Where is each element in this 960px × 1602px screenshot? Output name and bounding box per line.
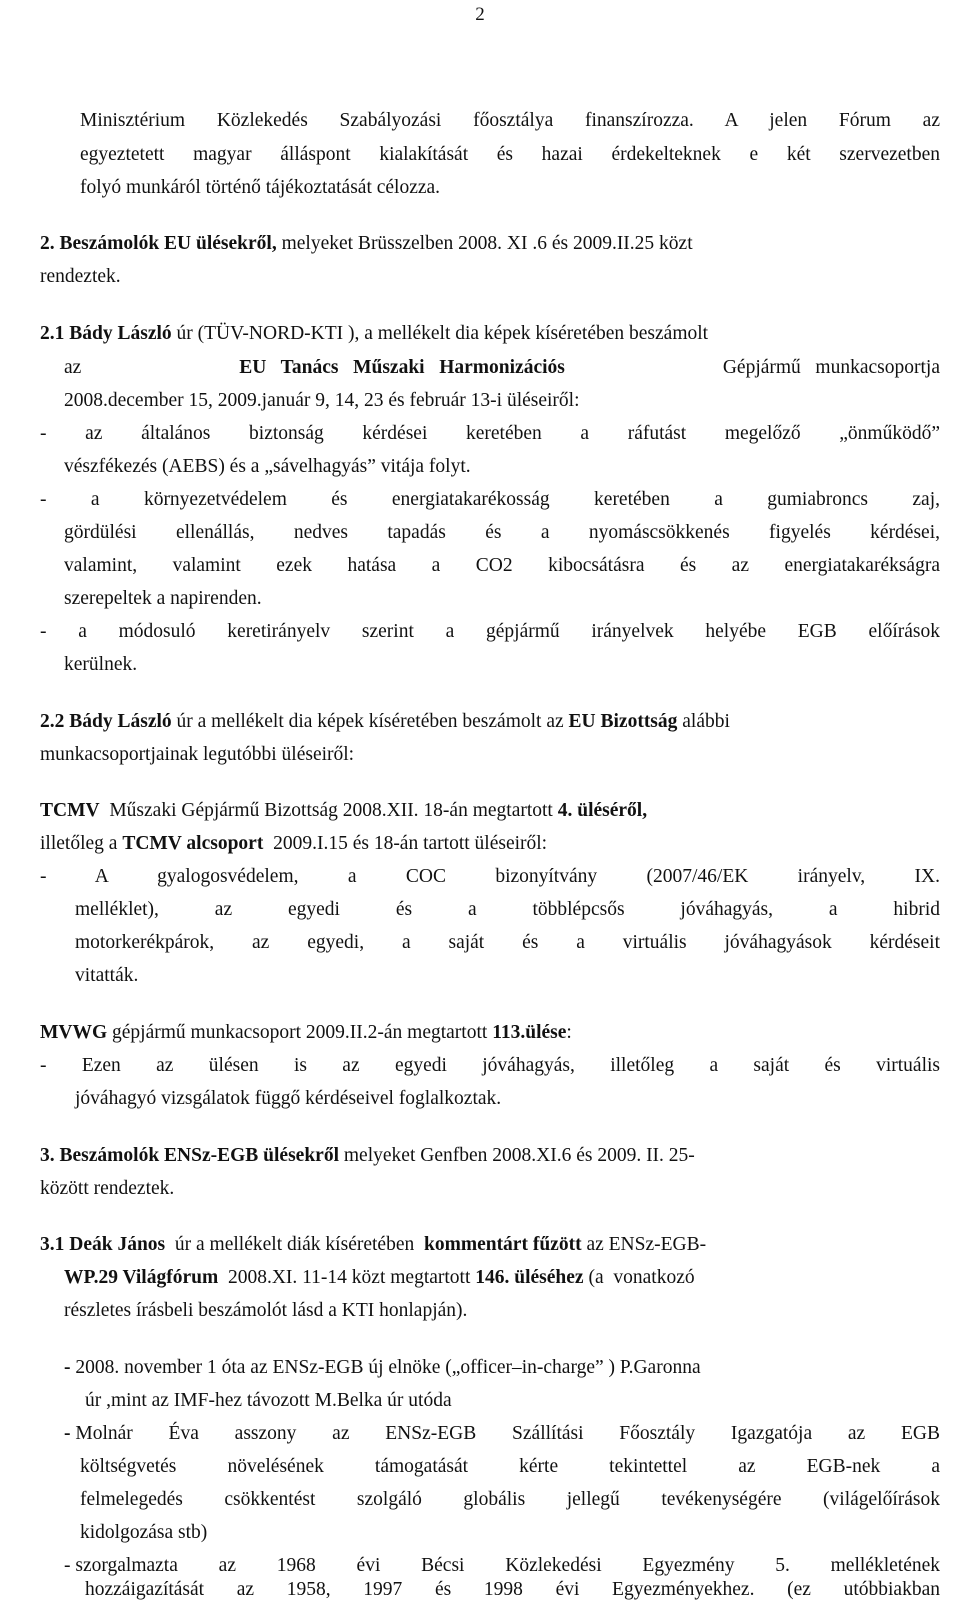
section-3-1-text-2: az ENSz-EGB- [581, 1234, 707, 1255]
tcmv-line-2 [40, 832, 547, 856]
section-2-1-az: az [64, 357, 82, 378]
section-2-heading [40, 232, 693, 256]
tcmv-bullet-line-3: motorkerékpárok, az egyedi, a saját és a virtuális jóváhagyások kérdéseit [75, 932, 940, 953]
tcmv-line-1 [40, 799, 647, 823]
section-3-1-line-2 [64, 1266, 695, 1290]
section-3-1-line-3: részletes írásbeli beszámolót lásd a KTI honlapján). [64, 1300, 468, 1321]
item-1-line-2: úr ,mint az IMF-hez távozott M.Belka úr utóda [85, 1390, 452, 1411]
section-2-1-council: EU Tanács Műszaki Harmonizációs [239, 357, 565, 378]
mvwg-bullet-line-1: - Ezen az ülésen is az egyedi jóváhagyás, illetőleg a saját és virtuális [40, 1055, 940, 1076]
item-1-line-1 [64, 1356, 701, 1380]
section-3-1-text-3: 2008.XI. 11-14 közt megtartott [218, 1267, 476, 1288]
mvwg-line-1 [40, 1021, 572, 1045]
item-1-dash: - [64, 1357, 76, 1378]
section-2-2-text: úr a mellékelt dia képek kíséretében beszámolt az [171, 711, 569, 732]
item-1-text: 2008. november 1 óta az ENSz-EGB új elnöke („officer–in-charge” ) P.Garonna [75, 1357, 701, 1378]
section-3-1-line-1 [40, 1233, 706, 1257]
item-3-line-2: hozzáigazítását az 1958, 1997 és 1998 évi Egyezményekhez. (ez utóbbiakban [85, 1579, 940, 1600]
section-2-1-line-1 [40, 322, 708, 346]
section-2-1-workgroup: Gépjármű munkacsoportja [722, 357, 940, 378]
bullet-directive-line-1: - a módosuló keretirányelv szerint a gépjármű irányelvek helyébe EGB előírások [40, 621, 940, 642]
tcmv-bullet-line-1: - A gyalogosvédelem, a COC bizonyítvány (2007/46/EK irányelv, IX. [40, 866, 940, 887]
section-2-1-line-3: 2008.december 15, 2009.január 9, 14, 23 és február 13-i üléseiről: [64, 390, 580, 411]
section-2-1-text: úr (TÜV-NORD-KTI ), a mellékelt dia képek kíséretében beszámolt [171, 323, 709, 344]
tcmv-text: Műszaki Gépjármű Bizottság 2008.XII. 18-án megtartott [99, 800, 558, 821]
section-2-1-name: Bády László [69, 323, 172, 344]
section-3-1-name: Deák János [69, 1234, 166, 1255]
tcmv-meeting: 4. üléséről, [557, 800, 648, 821]
item-2-dash: - [64, 1423, 76, 1444]
eu-commission: EU Bizottság [568, 711, 678, 732]
bullet-environment-line-1: - a környezetvédelem és energiatakarékosság keretében a gumiabroncs zaj, [40, 489, 940, 510]
tcmv-text-2: illetőleg a [40, 833, 123, 854]
mvwg-meeting: 113.ülése [492, 1022, 567, 1043]
section-2-2-line-1 [40, 710, 730, 734]
intro-line-3: folyó munkáról történő tájékoztatását célozza. [80, 177, 441, 198]
section-2-2-number: 2.2 [40, 711, 65, 732]
section-3-subtitle: melyeket Genfben 2008.XI.6 és 2009. II. 25- [339, 1145, 695, 1166]
section-3-1-text-4: (a vonatkozó [583, 1267, 695, 1288]
item-3-line-1 [64, 1554, 940, 1578]
section-2-subtitle: melyeket Brüsszelben 2008. XI .6 és 2009.II.25 közt [276, 233, 693, 254]
item-2-line-4: kidolgozása stb) [80, 1522, 208, 1543]
mvwg-colon: : [566, 1022, 572, 1043]
bullet-aebs-line-1: - az általános biztonság kérdései keretében a ráfutást megelőző „önműködő” [40, 423, 940, 444]
section-3-1-text: úr a mellékelt diák kíséretében [165, 1234, 424, 1255]
section-2-title: 2. Beszámolók EU ülésekről, [40, 233, 277, 254]
section-3-heading [40, 1144, 695, 1168]
section-2-heading-line-2: rendeztek. [40, 266, 121, 287]
intro-line-2: egyeztetett magyar álláspont kialakítását és hazai érdekelteknek e két szervezetben [80, 144, 940, 165]
item-2-line-2: költségvetés növelésének támogatását kérte tekintettel az EGB-nek a [80, 1456, 940, 1477]
section-2-2-line-2: munkacsoportjainak legutóbbi üléseiről: [40, 744, 355, 765]
section-3-1-number: 3.1 [40, 1234, 65, 1255]
wp29-session: 146. üléséhez [475, 1267, 584, 1288]
section-3-1-comment: kommentárt fűzött [423, 1234, 582, 1255]
section-3-heading-line-2: között rendeztek. [40, 1178, 175, 1199]
mvwg-bullet-line-2: jóváhagyó vizsgálatok függő kérdéseivel foglalkoztak. [75, 1088, 502, 1109]
intro-line-1: Minisztérium Közlekedés Szabályozási főosztálya finanszírozza. A jelen Fórum az [80, 110, 940, 131]
page-number: 2 [475, 4, 485, 25]
item-2-line-3: felmelegedés csökkentést szolgáló globális jellegű tevékenységére (világelőírások [80, 1489, 940, 1510]
bullet-environment-line-4: szerepeltek a napirenden. [64, 588, 262, 609]
item-3-dash: - [64, 1555, 76, 1576]
bullet-directive-line-2: kerülnek. [64, 654, 138, 675]
mvwg-label: MVWG [40, 1022, 108, 1043]
tcmv-bullet-line-2: melléklet), az egyedi és a többlépcsős jóváhagyás, a hibrid [75, 899, 940, 920]
mvwg-text: gépjármű munkacsoport 2009.II.2-án megtartott [107, 1022, 493, 1043]
section-2-1-number: 2.1 [40, 323, 65, 344]
tcmv-subgroup: TCMV alcsoport [122, 833, 264, 854]
section-2-1-line-2 [64, 356, 940, 380]
bullet-aebs-line-2: vészfékezés (AEBS) és a „sávelhagyás” vitája folyt. [64, 456, 471, 477]
bullet-environment-line-2: gördülési ellenállás, nedves tapadás és a nyomáscsökkenés figyelés kérdései, [64, 522, 940, 543]
item-2-line-1 [64, 1422, 940, 1446]
wp29-forum: WP.29 Világfórum [64, 1267, 219, 1288]
section-2-2-end: alábbi [677, 711, 730, 732]
section-2-2-name: Bády László [69, 711, 172, 732]
tcmv-bullet-line-4: vitatták. [75, 965, 139, 986]
bullet-environment-line-3: valamint, valamint ezek hatása a CO2 kibocsátásra és az energiatakarékságra [64, 555, 940, 576]
tcmv-label: TCMV [40, 800, 100, 821]
item-3-text: szorgalmazta az 1968 évi Bécsi Közlekedési Egyezmény 5. mellékletének [75, 1555, 940, 1576]
section-3-title: 3. Beszámolók ENSz-EGB ülésekről [40, 1145, 340, 1166]
tcmv-text-3: 2009.I.15 és 18-án tartott üléseiről: [263, 833, 548, 854]
item-2-text: Molnár Éva asszony az ENSz-EGB Szállítási Főosztály Igazgatója az EGB [75, 1423, 940, 1444]
